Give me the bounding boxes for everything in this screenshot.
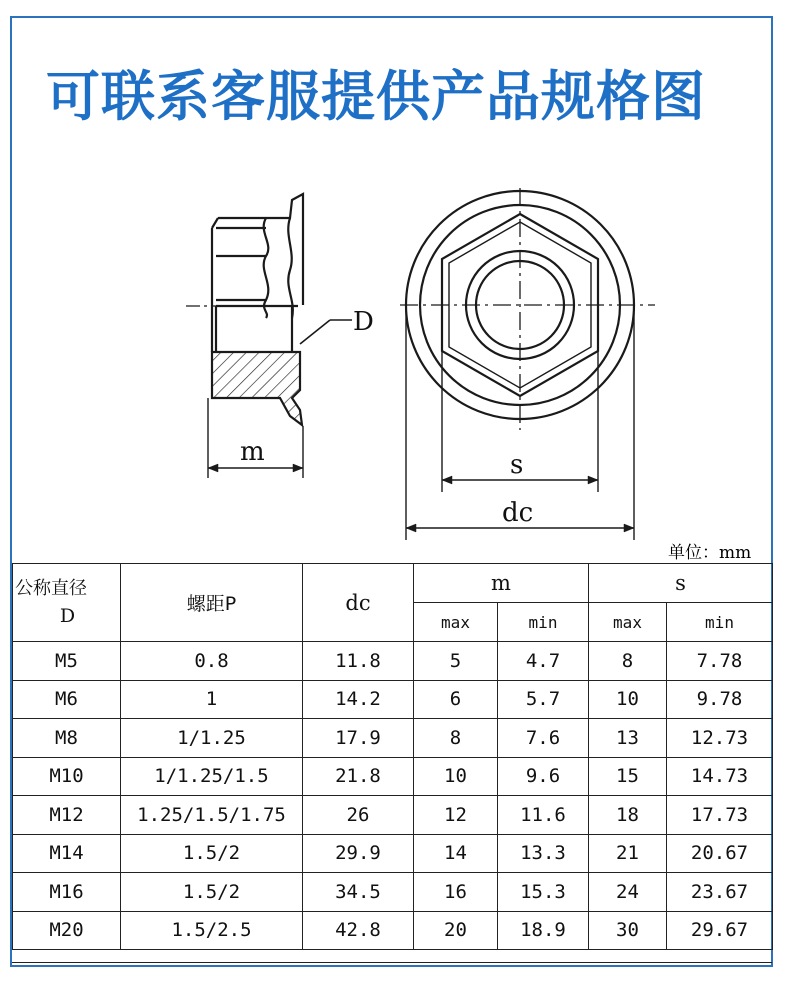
cell-dc: 17.9 xyxy=(303,719,414,758)
cell-s-max: 24 xyxy=(589,873,667,912)
cell-size: M10 xyxy=(13,757,121,796)
cell-s-max: 10 xyxy=(589,680,667,719)
side-view xyxy=(186,194,352,478)
page-title: 可联系客服提供产品规格图 xyxy=(46,65,706,128)
cell-m-max: 10 xyxy=(414,757,498,796)
table-row xyxy=(13,719,773,758)
cell-s-min: 20.67 xyxy=(667,834,773,873)
table-row xyxy=(13,757,773,796)
label-m: m xyxy=(240,437,265,467)
label-s: s xyxy=(510,450,524,480)
cell-m-min: 7.6 xyxy=(498,719,589,758)
cell-size: M5 xyxy=(13,642,121,681)
cell-dc: 21.8 xyxy=(303,757,414,796)
cell-s-max: 21 xyxy=(589,834,667,873)
cell-s-max: 18 xyxy=(589,796,667,835)
cell-s-min: 7.78 xyxy=(667,642,773,681)
cell-m-min: 15.3 xyxy=(498,873,589,912)
label-d: D xyxy=(353,307,374,337)
cell-pitch: 1 xyxy=(121,680,303,719)
cell-pitch: 0.8 xyxy=(121,642,303,681)
cell-m-min: 4.7 xyxy=(498,642,589,681)
cell-s-max: 13 xyxy=(589,719,667,758)
cell-dc: 34.5 xyxy=(303,873,414,912)
cell-size: M8 xyxy=(13,719,121,758)
cell-dc: 26 xyxy=(303,796,414,835)
cell-size: M16 xyxy=(13,873,121,912)
cell-pitch: 1.5/2.5 xyxy=(121,911,303,950)
header-s-max: max xyxy=(589,603,667,642)
cell-m-max: 16 xyxy=(414,873,498,912)
cell-s-max: 8 xyxy=(589,642,667,681)
header-dc: dc xyxy=(303,564,414,642)
cell-dc: 14.2 xyxy=(303,680,414,719)
table-row xyxy=(13,642,773,681)
cell-size: M14 xyxy=(13,834,121,873)
cell-size: M20 xyxy=(13,911,121,950)
cell-m-max: 14 xyxy=(414,834,498,873)
header-m-max: max xyxy=(414,603,498,642)
cell-s-min: 14.73 xyxy=(667,757,773,796)
cell-s-min: 9.78 xyxy=(667,680,773,719)
header-m: m xyxy=(414,564,589,603)
header-m-min: min xyxy=(498,603,589,642)
cell-m-max: 5 xyxy=(414,642,498,681)
cell-m-min: 5.7 xyxy=(498,680,589,719)
cell-size: M12 xyxy=(13,796,121,835)
cell-s-max: 15 xyxy=(589,757,667,796)
table-row xyxy=(13,680,773,719)
table-bottom-rule xyxy=(12,962,772,963)
cell-s-max: 30 xyxy=(589,911,667,950)
cell-s-min: 12.73 xyxy=(667,719,773,758)
cell-m-max: 6 xyxy=(414,680,498,719)
cell-m-min: 11.6 xyxy=(498,796,589,835)
cell-m-min: 13.3 xyxy=(498,834,589,873)
cell-m-min: 18.9 xyxy=(498,911,589,950)
cell-dc: 42.8 xyxy=(303,911,414,950)
header-pitch: 螺距P xyxy=(121,564,303,642)
header-s-min: min xyxy=(667,603,773,642)
spec-table xyxy=(12,563,773,950)
header-s: s xyxy=(589,564,773,603)
table-row xyxy=(13,873,773,912)
cell-s-min: 23.67 xyxy=(667,873,773,912)
cell-pitch: 1.5/2 xyxy=(121,834,303,873)
cell-dc: 29.9 xyxy=(303,834,414,873)
cell-m-max: 20 xyxy=(414,911,498,950)
cell-pitch: 1/1.25/1.5 xyxy=(121,757,303,796)
label-dc: dc xyxy=(502,498,534,528)
cell-m-max: 8 xyxy=(414,719,498,758)
table-row xyxy=(13,911,773,950)
cell-dc: 11.8 xyxy=(303,642,414,681)
table-header-row xyxy=(13,564,773,603)
table-row xyxy=(13,834,773,873)
cell-pitch: 1.25/1.5/1.75 xyxy=(121,796,303,835)
cell-s-min: 17.73 xyxy=(667,796,773,835)
cell-size: M6 xyxy=(13,680,121,719)
cell-m-max: 12 xyxy=(414,796,498,835)
top-view xyxy=(400,188,655,540)
table-row xyxy=(13,796,773,835)
header-nominal-diameter xyxy=(13,564,121,642)
cell-pitch: 1/1.25 xyxy=(121,719,303,758)
cell-s-min: 29.67 xyxy=(667,911,773,950)
cell-pitch: 1.5/2 xyxy=(121,873,303,912)
unit-label: 单位：mm xyxy=(668,543,752,563)
header-nominal-diameter-line1: 公称直径 xyxy=(15,577,87,599)
cell-m-min: 9.6 xyxy=(498,757,589,796)
header-nominal-diameter-line2: D xyxy=(59,604,76,627)
